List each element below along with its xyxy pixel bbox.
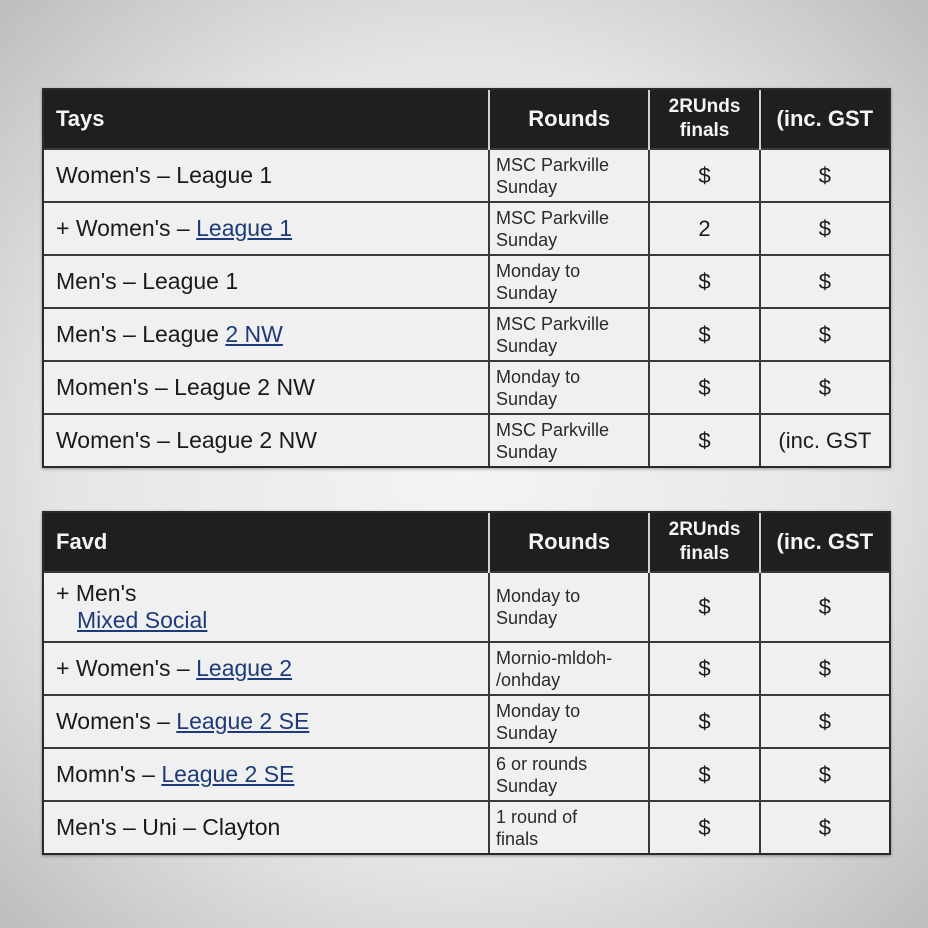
league-link[interactable]: League 2 SE [176,708,310,734]
rounds-line2: Sunday [496,441,558,462]
rounds-line2: Sunday [496,608,558,628]
table-header-row [44,90,889,149]
table-row [44,642,889,695]
table-title: Favd [44,513,489,572]
rounds-cell [489,801,649,853]
price-header: (inc. GST [760,90,889,149]
competition-label: + Women's – [56,655,197,681]
rounds-line2: Sunday [496,335,558,356]
finals-header [649,513,759,572]
rounds-line1: Monday to [496,260,581,281]
rounds-cell [489,748,649,801]
price-cell: $ [760,149,889,202]
finals-header-line1: 2RUnds [668,96,741,117]
table-row [44,572,889,642]
competition-label: + Men's [56,580,137,606]
rounds-line1: Monday to [496,700,581,721]
rounds-line2: Sunday [496,229,558,250]
competition-name [44,801,489,853]
table-row [44,414,889,466]
finals-cell: $ [649,572,759,642]
competition-label: Women's – [56,708,177,734]
rounds-header: Rounds [489,90,649,149]
competition-name [44,414,489,466]
competition-name [44,361,489,414]
price-cell: $ [760,361,889,414]
price-header: (inc. GST [760,513,889,572]
price-cell: (inc. GST [760,414,889,466]
finals-cell: $ [649,801,759,853]
price-cell: $ [760,748,889,801]
rounds-line2: Sunday [496,176,558,197]
competition-label: Women's – League 1 [56,162,273,188]
league-link[interactable]: League 2 SE [161,761,295,787]
league-link[interactable]: League 1 [196,215,293,241]
table-row [44,801,889,853]
rounds-cell [489,695,649,748]
competition-name [44,308,489,361]
competition-label: Women's – League 2 NW [56,427,317,453]
table-row [44,695,889,748]
league-link[interactable]: League 2 [196,655,293,681]
finals-cell: 2 [649,202,759,255]
rounds-line1: MSC Parkville [496,313,610,334]
competition-label: + Women's – [56,215,197,241]
finals-header-line2: finals [679,120,730,141]
rounds-cell [489,642,649,695]
finals-header-line1: 2RUnds [668,519,741,540]
price-cell: $ [760,202,889,255]
finals-header [649,90,759,149]
table-row [44,361,889,414]
rounds-cell [489,361,649,414]
finals-cell: $ [649,308,759,361]
competition-label: Men's – Uni – Clayton [56,814,281,840]
fee-table-1 [42,88,891,468]
rounds-line1: Monday to [496,366,581,387]
table-row [44,748,889,801]
finals-cell: $ [649,695,759,748]
league-link[interactable]: Mixed Social [77,607,208,633]
finals-cell: $ [649,255,759,308]
rounds-header: Rounds [489,513,649,572]
finals-header-line2: finals [679,543,730,564]
rounds-line1: 1 round of [496,806,578,827]
competition-name [44,642,489,695]
competition-name [44,149,489,202]
rounds-line1: MSC Parkville [496,207,610,228]
price-cell: $ [760,801,889,853]
rounds-cell [489,308,649,361]
finals-cell: $ [649,642,759,695]
rounds-line1: Mornio-mldoh- [496,647,613,668]
table-row [44,308,889,361]
table-row [44,149,889,202]
rounds-line2: Sunday [496,722,558,743]
price-cell: $ [760,308,889,361]
rounds-line1: 6 or rounds [496,753,588,774]
rounds-line2: finals [496,828,539,849]
table-row [44,202,889,255]
rounds-cell [489,414,649,466]
table-row [44,255,889,308]
rounds-line2: /onhday [496,669,561,690]
rounds-line1: Monday to [496,586,581,606]
rounds-cell [489,255,649,308]
price-cell: $ [760,695,889,748]
table-header-row [44,513,889,572]
competition-label: Men's – League 1 [56,268,239,294]
competition-label: Momen's – League 2 NW [56,374,315,400]
finals-cell: $ [649,414,759,466]
competition-name [44,255,489,308]
rounds-cell [489,149,649,202]
price-cell: $ [760,572,889,642]
fee-table [44,90,889,466]
price-cell: $ [760,255,889,308]
rounds-line2: Sunday [496,775,558,796]
finals-cell: $ [649,361,759,414]
rounds-line2: Sunday [496,388,558,409]
rounds-cell [489,572,649,642]
fee-table-2 [42,511,891,855]
fee-table [44,513,889,853]
competition-name [44,572,489,642]
competition-label: Momn's – [56,761,162,787]
rounds-line2: Sunday [496,282,558,303]
league-link[interactable]: 2 NW [225,321,283,347]
table-title: Tays [44,90,489,149]
rounds-line1: MSC Parkville [496,419,610,440]
price-cell: $ [760,642,889,695]
rounds-line1: MSC Parkville [496,154,610,175]
competition-name [44,748,489,801]
finals-cell: $ [649,149,759,202]
competition-name [44,202,489,255]
rounds-cell [489,202,649,255]
competition-name [44,695,489,748]
competition-label: Men's – League [56,321,226,347]
finals-cell: $ [649,748,759,801]
